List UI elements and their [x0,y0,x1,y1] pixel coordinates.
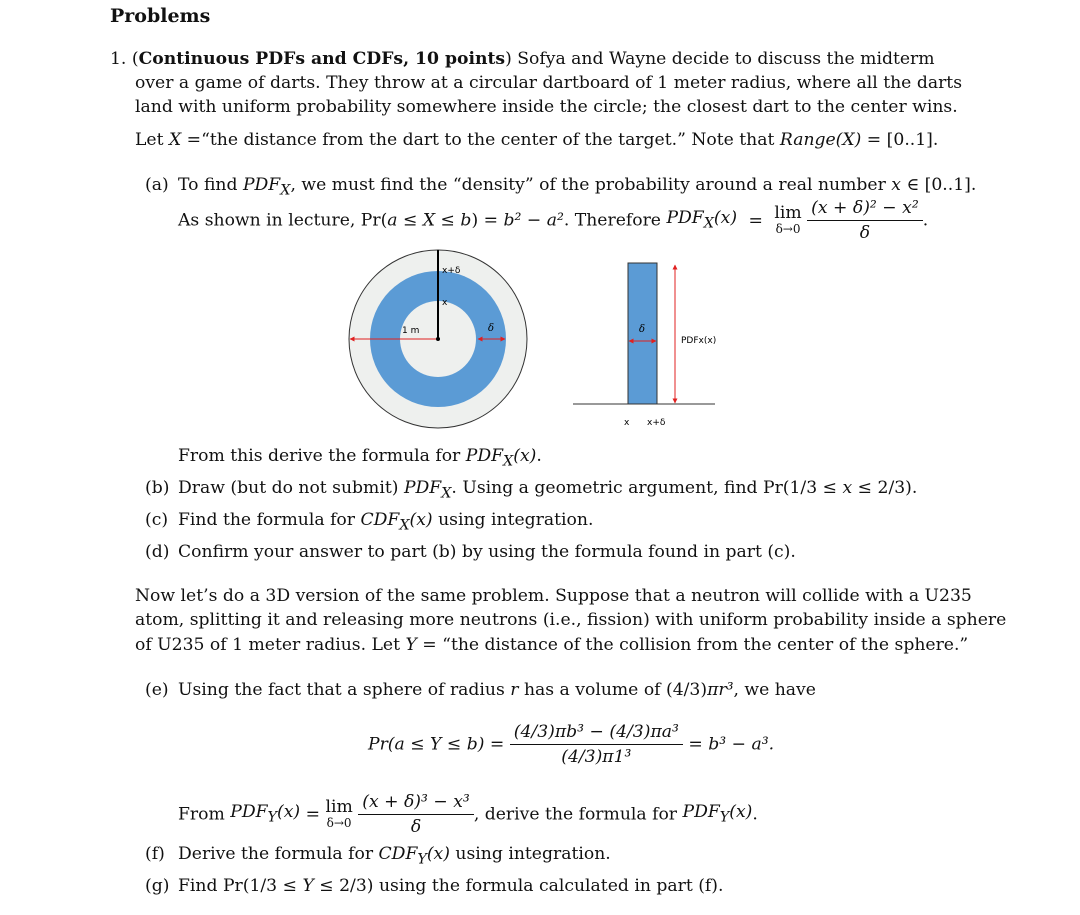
derive-a: From this derive the formula for [178,446,466,466]
part-a-derive: From this derive the formula for $PDF_X(x)$. [178,446,542,470]
let-x-c: = [0..1]. [861,130,939,150]
part-g-a: Find Pr(1/3 ≤ [178,876,303,896]
now3d-3a: of U235 of 1 meter radius. Let [135,635,406,655]
part-e-label: (e) [145,680,169,700]
dartboard-figure [340,245,540,435]
part-g-label: (g) [145,876,170,896]
now3d-3b: = “the distance of the collision from the center of the sphere.” [416,635,969,655]
pdf-arg: (x) [713,207,738,228]
part-b-c: ≤ 2/3). [852,478,918,498]
part-a-line-2 [178,196,928,245]
label-x-plus-delta: x+δ [442,266,461,276]
bar-label-delta: δ [639,324,646,335]
disp-left: Pr(a ≤ Y ≤ b) = [368,734,505,755]
part-c-label: (c) [145,510,169,530]
let-x-line: Let X =“the distance from the dart to the center of the target.” Note that Range(X) = [0..1]. [135,130,939,150]
part-a-ineq: a ≤ X ≤ b [387,210,472,231]
part-c-b: using integration. [432,510,594,530]
part-e-c: πr³ [707,680,734,700]
disp-den: (4/3)π1³ [561,747,632,767]
part-e-b: has a volume of (4/3) [518,680,708,700]
let-x-a: Let [135,130,169,150]
part-f-label: (f) [145,844,165,864]
part-e-display [368,720,774,769]
part-a-l2c: b² − a² [503,210,564,231]
part-e-d: , we have [733,680,816,700]
part-f-text: Derive the formula for $CDF_Y(x)$ using integration. [178,844,611,868]
now3d-line-3: of U235 of 1 meter radius. Let Y = “the distance of the collision from the center of the sphere.” [135,635,969,655]
lim-word: lim [774,202,802,223]
part-b-text: Draw (but do not submit) $PDF_X$. Using a geometric argument, find Pr(1/3 ≤ x ≤ 2/3). [178,478,918,502]
from-fraction [358,790,474,839]
label-delta: δ [488,323,495,334]
axis-label-x: x [624,418,630,428]
part-d-label: (d) [145,542,170,562]
intro-line-2: over a game of darts. They throw at a circular dartboard of 1 meter radius, where all the darts [135,73,963,93]
part-a-l2d: . Therefore [563,210,667,231]
section-title: Problems [110,5,211,27]
from-den: δ [410,817,422,837]
part-a-l1a: To find [178,175,243,195]
part-c-a: Find the formula for [178,510,361,530]
lim-sub: δ→0 [775,221,801,236]
part-f-a: Derive the formula for [178,844,379,864]
axis-label-x-plus-delta: x+δ [647,418,666,428]
label-x: x [442,298,448,308]
from-limit [325,796,353,831]
now3d-line-1: Now let’s do a 3D version of the same problem. Suppose that a neutron will collide with a U235 [135,586,972,606]
frac-den: δ [859,223,871,243]
part-a-limit [774,202,802,237]
from-lim-word: lim [325,796,353,817]
part-a-fraction [807,196,923,245]
part-g-b: ≤ 2/3) using the formula calculated in part (f). [313,876,724,896]
part-a-l1b: , we must find the “density” of the probability around a real number [290,175,892,195]
problem-line-1: 1. (Continuous PDFs and CDFs, 10 points) Sofya and Wayne decide to discuss the midterm [110,49,935,69]
part-g-text: Find Pr(1/3 ≤ Y ≤ 2/3) using the formula calculated in part (f). [178,876,724,896]
pdf-bar-figure [565,255,745,435]
bar-pdf-label: PDFx(x) [681,336,717,346]
part-a-end: . [922,210,929,231]
cdf-expr: CDF [360,510,400,530]
frac-num: (x + δ)² − x² [807,196,923,221]
pdf-sub: X [703,215,714,232]
disp-right: = b³ − a³. [688,734,775,755]
part-c-text: Find the formula for $CDF_X(x)$ using integration. [178,510,594,534]
let-x-b: =“the distance from the dart to the center of the target.” Note that [181,130,780,150]
from-num: (x + δ)³ − x³ [358,790,474,815]
part-b-b: . Using a geometric argument, find Pr(1/3 ≤ [451,478,843,498]
part-a-l1c: ∈ [0..1]. [900,175,977,195]
now3d-line-2: atom, splitting it and releasing more neutrons (i.e., fission) with uniform probability inside a sphere [135,610,1007,630]
problem-title: Continuous PDFs and CDFs, 10 points [138,49,506,69]
part-a-eq: = [748,210,763,231]
from-d: . [752,804,758,825]
intro-line-3: land with uniform probability somewhere inside the circle; the closest dart to the center wins. [135,97,958,117]
part-d-text: Confirm your answer to part (b) by using the formula found in part (c). [178,542,796,562]
problem-number: 1. [110,49,127,69]
pdf-expr: PDF [666,207,704,228]
part-a-label: (a) [145,175,169,195]
disp-fraction [510,720,683,769]
part-e-a: Using the fact that a sphere of radius [178,680,511,700]
part-a-l2b: ) = [471,210,504,231]
part-e-from: From $PDF_Y(x) = \lim$ δ→0 $\frac{\text{(x + δ)³ − x³}}{\delta}$ , derive the formula for $PDF_Y(x)$. [178,792,758,837]
from-b: = [300,804,320,825]
part-b-a: Draw (but do not submit) [178,478,404,498]
disp-num: (4/3)πb³ − (4/3)πa³ [510,720,683,745]
intro-line-1: Sofya and Wayne decide to discuss the midterm [517,49,935,69]
part-f-b: using integration. [449,844,611,864]
center-dot [436,337,440,341]
part-e-text: Using the fact that a sphere of radius r has a volume of (4/3)πr³, we have [178,680,816,700]
from-lim-sub: δ→0 [326,815,352,830]
derive-b: . [536,446,542,466]
part-a-line-1: To find $PDF_X$, we must find the “density” of the probability around a real number x ∈ [0..1]. [178,175,977,199]
from-a: From [178,804,231,825]
part-b-label: (b) [145,478,170,498]
from-pdf-sub: Y [267,809,278,826]
part-a-l2a: As shown in lecture, Pr( [178,210,388,231]
range-expr: Range(X) [779,130,862,150]
label-1m: 1 m [402,326,420,336]
from-c: , derive the formula for [473,804,683,825]
